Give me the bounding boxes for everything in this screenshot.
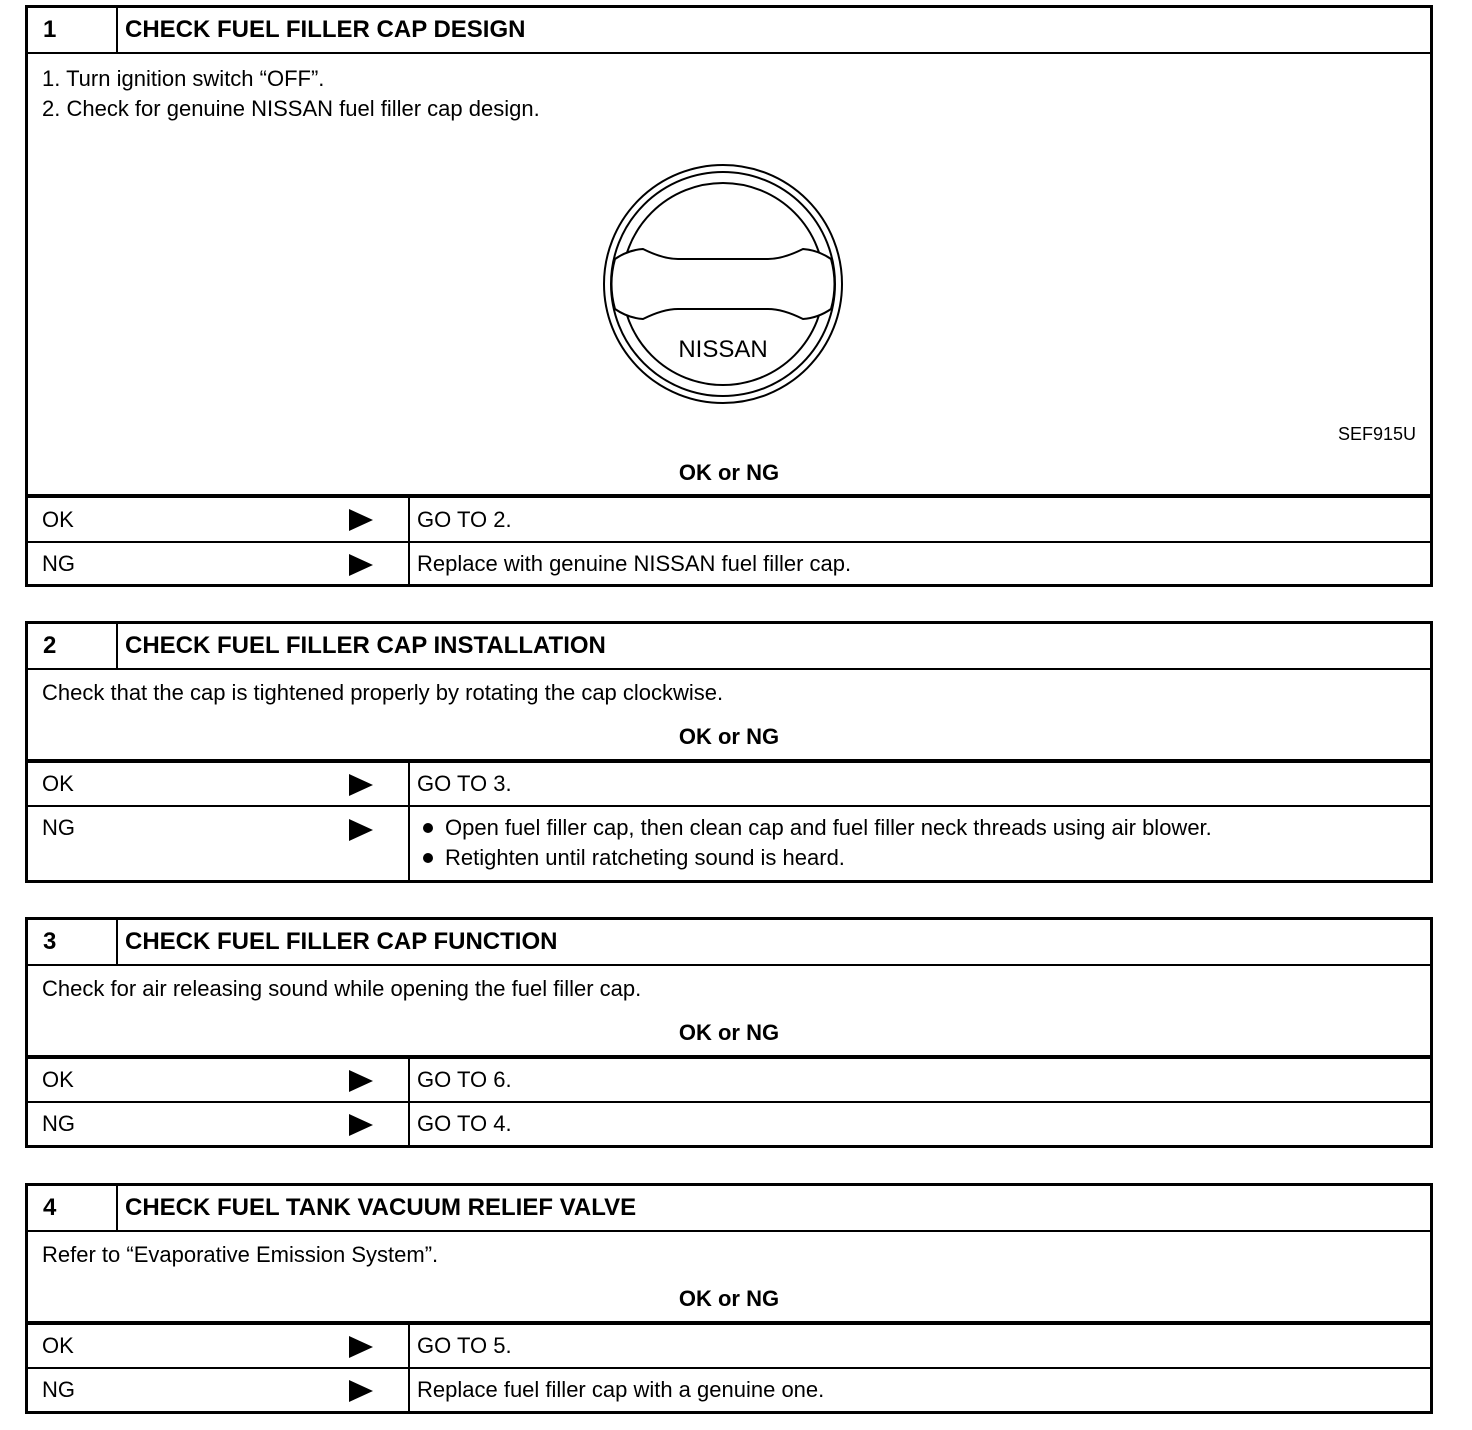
outcome-row-ok xyxy=(28,761,1430,805)
step-title: CHECK FUEL FILLER CAP INSTALLATION xyxy=(125,632,606,659)
right-arrow-icon xyxy=(349,1114,373,1136)
outcome-condition xyxy=(28,1103,410,1145)
step-number: 4 xyxy=(28,1186,118,1230)
outcome-row-ng xyxy=(28,1367,1430,1411)
step-title: CHECK FUEL FILLER CAP FUNCTION xyxy=(125,928,558,955)
step-header xyxy=(28,624,1430,670)
outcome-action: GO TO 2. xyxy=(417,507,512,532)
instruction-line: 1. Turn ignition switch “OFF”. xyxy=(42,66,325,91)
step-header xyxy=(28,8,1430,54)
condition-label: NG xyxy=(42,551,75,576)
step-4 xyxy=(25,1183,1433,1414)
right-arrow-icon xyxy=(349,1336,373,1358)
right-arrow-icon xyxy=(349,509,373,531)
bullet-icon xyxy=(423,853,433,863)
outcome-row-ng xyxy=(28,1101,1430,1145)
bullet-item xyxy=(417,843,1430,873)
figure-code: SEF915U xyxy=(1337,424,1416,444)
outcome-row-ok xyxy=(28,1057,1430,1101)
condition-label: NG xyxy=(42,1111,75,1136)
right-arrow-icon xyxy=(349,819,373,841)
condition-label: OK xyxy=(42,771,74,796)
step-header xyxy=(28,920,1430,966)
outcome-condition xyxy=(28,498,410,541)
outcome-action: Replace fuel filler cap with a genuine one. xyxy=(417,1377,825,1402)
step-body xyxy=(28,54,1430,496)
outcome-action-list xyxy=(410,807,1430,880)
step-body xyxy=(28,670,1430,761)
fuel-filler-cap-illustration xyxy=(593,154,853,414)
outcome-condition xyxy=(28,543,410,585)
step-body xyxy=(28,966,1430,1057)
right-arrow-icon xyxy=(349,1380,373,1402)
instruction-line: Check that the cap is tightened properly by rotating the cap clockwise. xyxy=(42,680,724,705)
step-2 xyxy=(25,621,1433,883)
outcome-condition xyxy=(28,1325,410,1367)
instruction-line: Refer to “Evaporative Emission System”. xyxy=(42,1242,439,1267)
condition-label: NG xyxy=(42,815,75,840)
step-number: 1 xyxy=(28,8,118,52)
step-number: 2 xyxy=(28,624,118,668)
step-header xyxy=(28,1186,1430,1232)
step-number: 3 xyxy=(28,920,118,964)
right-arrow-icon xyxy=(349,774,373,796)
ok-or-ng-label: OK or NG xyxy=(678,1286,780,1311)
outcome-row-ng xyxy=(28,541,1430,585)
cap-logo-text: NISSAN xyxy=(678,336,768,363)
condition-label: OK xyxy=(42,1067,74,1092)
outcome-row-ok xyxy=(28,1323,1430,1367)
step-title: CHECK FUEL TANK VACUUM RELIEF VALVE xyxy=(125,1194,637,1221)
ok-or-ng-label: OK or NG xyxy=(678,1020,780,1045)
step-1 xyxy=(25,5,1433,587)
outcome-action: Replace with genuine NISSAN fuel filler cap. xyxy=(417,551,852,576)
outcome-action: GO TO 6. xyxy=(417,1067,512,1092)
outcome-condition xyxy=(28,763,410,805)
bullet-item xyxy=(417,813,1430,843)
step-title: CHECK FUEL FILLER CAP DESIGN xyxy=(125,16,526,43)
step-body xyxy=(28,1232,1430,1323)
ok-or-ng-label: OK or NG xyxy=(678,724,780,749)
instruction-line: 2. Check for genuine NISSAN fuel filler cap design. xyxy=(42,96,540,121)
outcome-row-ng xyxy=(28,805,1430,880)
right-arrow-icon xyxy=(349,554,373,576)
bullet-text: Open fuel filler cap, then clean cap and fuel filler neck threads using air blower. xyxy=(445,815,1212,840)
condition-label: NG xyxy=(42,1377,75,1402)
bullet-text: Retighten until ratcheting sound is heard. xyxy=(445,845,845,870)
outcome-condition xyxy=(28,1059,410,1101)
outcome-condition xyxy=(28,807,410,880)
instruction-line: Check for air releasing sound while opening the fuel filler cap. xyxy=(42,976,642,1001)
step-3 xyxy=(25,917,1433,1148)
outcome-row-ok xyxy=(28,496,1430,541)
condition-label: OK xyxy=(42,507,74,532)
condition-label: OK xyxy=(42,1333,74,1358)
outcome-action: GO TO 4. xyxy=(417,1111,512,1136)
bullet-icon xyxy=(423,823,433,833)
right-arrow-icon xyxy=(349,1070,373,1092)
outcome-action: GO TO 3. xyxy=(417,771,512,796)
outcome-action: GO TO 5. xyxy=(417,1333,512,1358)
ok-or-ng-label: OK or NG xyxy=(678,460,780,485)
outcome-condition xyxy=(28,1369,410,1411)
